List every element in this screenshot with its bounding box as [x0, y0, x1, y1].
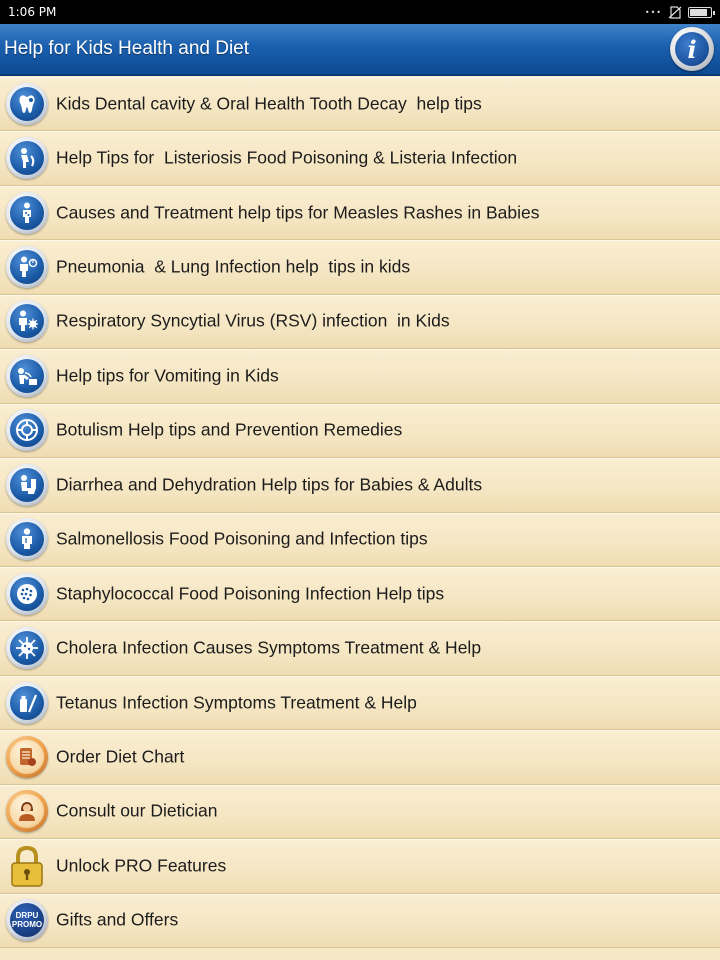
person-fever-icon [6, 518, 48, 560]
info-button[interactable] [670, 27, 714, 71]
info-icon: i [675, 32, 709, 66]
person-lungs-icon [6, 246, 48, 288]
person-virus-icon [6, 300, 48, 342]
list-item[interactable] [0, 404, 720, 458]
page-title: Help for Kids Health and Diet [4, 38, 250, 59]
list-item-label: Causes and Treatment help tips for Measles Rashes in Babies [56, 202, 540, 223]
list-item[interactable] [0, 621, 720, 675]
list-item[interactable] [0, 131, 720, 185]
list-item-label: Gifts and Offers [56, 909, 179, 930]
list-item[interactable] [0, 567, 720, 621]
list-item[interactable] [0, 186, 720, 240]
bacteria-icon [6, 409, 48, 451]
list-item[interactable] [0, 349, 720, 403]
promo-badge-line-2: PROMO [11, 920, 43, 930]
list-item-label: Staphylococcal Food Poisoning Infection Help tips [56, 583, 445, 604]
list-item[interactable] [0, 839, 720, 893]
topic-list [0, 77, 720, 948]
list-item[interactable] [0, 730, 720, 784]
list-item-label: Diarrhea and Dehydration Help tips for Babies & Adults [56, 474, 483, 495]
battery-icon [688, 7, 712, 18]
status-time: 1:06 PM [8, 5, 57, 19]
list-item[interactable] [0, 240, 720, 294]
vomiting-icon [6, 355, 48, 397]
list-item-label: Kids Dental cavity & Oral Health Tooth Decay help tips [56, 93, 482, 114]
staph-cluster-icon [6, 573, 48, 615]
promo-badge-icon [6, 899, 48, 941]
padlock-icon [6, 845, 48, 887]
list-item-label: Unlock PRO Features [56, 855, 227, 876]
vial-syringe-icon [6, 682, 48, 724]
list-item-label: Respiratory Syncytial Virus (RSV) infection in Kids [56, 310, 450, 331]
app-header [0, 24, 720, 76]
person-rash-icon [6, 192, 48, 234]
status-bar [0, 0, 720, 24]
toilet-icon [6, 464, 48, 506]
battery-fill [690, 9, 707, 16]
list-item-label: Cholera Infection Causes Symptoms Treatment & Help [56, 637, 482, 658]
tooth-icon [6, 83, 48, 125]
diet-chart-icon [6, 736, 48, 778]
list-item-label: Consult our Dietician [56, 800, 218, 821]
list-item-label: Pneumonia & Lung Infection help tips in kids [56, 256, 411, 277]
list-item-label: Help tips for Vomiting in Kids [56, 365, 279, 386]
list-item[interactable] [0, 785, 720, 839]
list-item-label: Tetanus Infection Symptoms Treatment & Help [56, 692, 417, 713]
list-item[interactable] [0, 513, 720, 567]
list-item-label: Botulism Help tips and Prevention Remedies [56, 419, 403, 440]
person-sick-icon [6, 137, 48, 179]
list-item[interactable] [0, 894, 720, 948]
list-item[interactable] [0, 458, 720, 512]
list-item-label: Help Tips for Listeriosis Food Poisoning & Listeria Infection [56, 147, 518, 168]
promo-badge-line-1: DRPU [15, 911, 39, 921]
list-item-label: Order Diet Chart [56, 746, 185, 767]
dietician-icon [6, 790, 48, 832]
virus-icon [6, 627, 48, 669]
list-item-label: Salmonellosis Food Poisoning and Infection tips [56, 528, 428, 549]
status-icons [645, 6, 712, 19]
list-item[interactable] [0, 676, 720, 730]
list-item[interactable] [0, 77, 720, 131]
no-sim-icon [668, 6, 682, 19]
list-item[interactable] [0, 295, 720, 349]
more-dots-icon: ••• [644, 7, 662, 17]
